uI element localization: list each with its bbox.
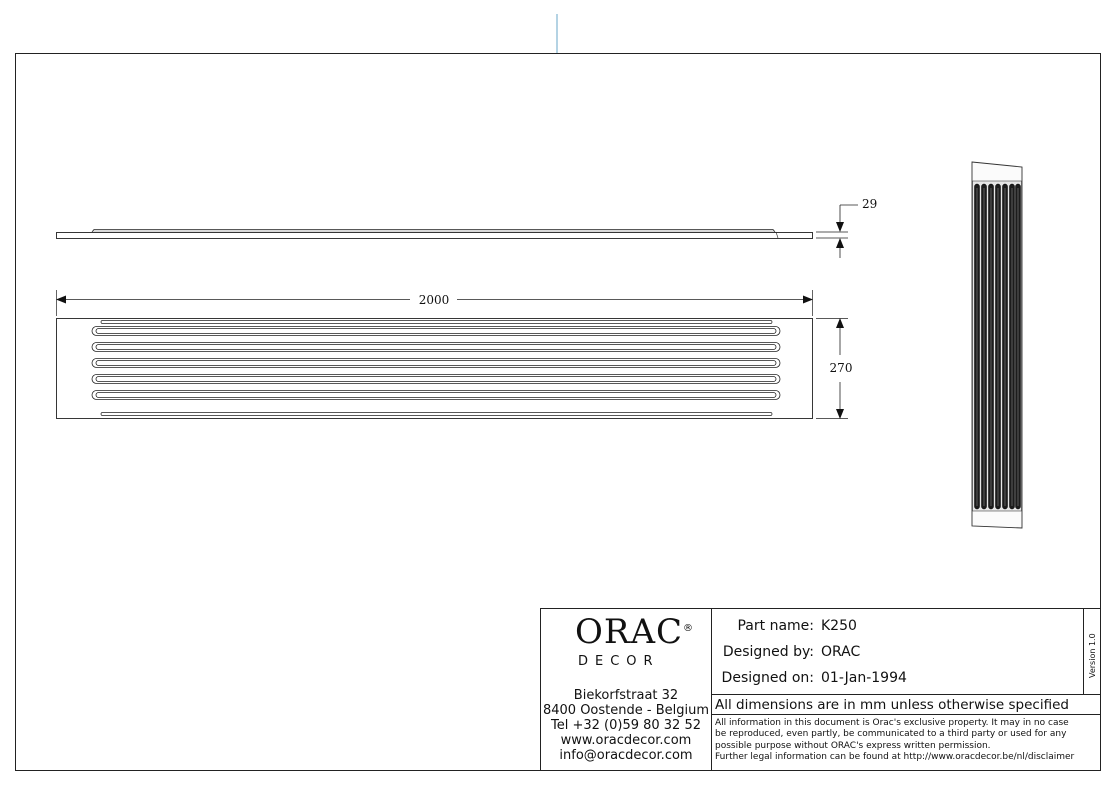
groove (92, 375, 780, 384)
dimensions-note: All dimensions are in mm unless otherwise specified (715, 697, 1069, 713)
part-name-label: Part name: (737, 618, 814, 634)
designed-by-value: ORAC (821, 644, 861, 660)
side-view (57, 230, 813, 239)
thickness-value: 29 (862, 197, 878, 211)
groove (96, 377, 776, 382)
website-line: www.oracdecor.com (560, 733, 692, 748)
legal-line: Further legal information can be found at http://www.oracdecor.be/nl/disclaimer (715, 751, 1075, 762)
designed-on-label: Designed on: (721, 670, 814, 686)
designed-by-label: Designed by: (722, 644, 814, 660)
groove (92, 343, 780, 352)
height-value: 270 (829, 361, 853, 375)
legal-line: All information in this document is Orac's exclusive property. It may in no case (715, 718, 1069, 728)
length-dimension (57, 290, 813, 316)
groove (92, 359, 780, 368)
length-value: 2000 (418, 293, 450, 307)
groove (92, 327, 780, 336)
front-grooves (92, 321, 780, 416)
orac-logo (575, 612, 693, 652)
legal-line: be reproduced, even partly, be communicated to a third party or used for any (715, 729, 1067, 740)
groove (96, 345, 776, 350)
height-dimension (816, 319, 852, 419)
registered-mark: ® (683, 622, 694, 634)
version-label: Version 1.0 (1088, 633, 1097, 678)
groove (96, 329, 776, 334)
front-view (57, 319, 813, 419)
groove (92, 391, 780, 400)
groove (96, 393, 776, 398)
groove-slot (101, 321, 772, 324)
legal-notice (715, 718, 1095, 763)
logo-subtitle: DECOR (578, 654, 660, 669)
groove (96, 361, 776, 366)
thickness-dimension (816, 197, 877, 258)
logo-brand: ORAC (575, 612, 684, 652)
address-line: Biekorfstraat 32 (573, 688, 679, 703)
part-name-value: K250 (821, 618, 857, 634)
address-line: 8400 Oostende - Belgium (542, 703, 709, 718)
sheet-border (16, 54, 1101, 771)
email-line: info@oracdecor.com (559, 748, 693, 763)
legal-line: possible purpose without ORAC's express written permission. (715, 740, 991, 751)
isometric-grooves (975, 184, 1021, 509)
groove-slot (101, 413, 772, 416)
designed-on-value: 01-Jan-1994 (821, 670, 907, 686)
isometric-view (972, 162, 1022, 528)
phone-line: Tel +32 (0)59 80 32 52 (550, 718, 702, 733)
company-address (541, 688, 711, 763)
